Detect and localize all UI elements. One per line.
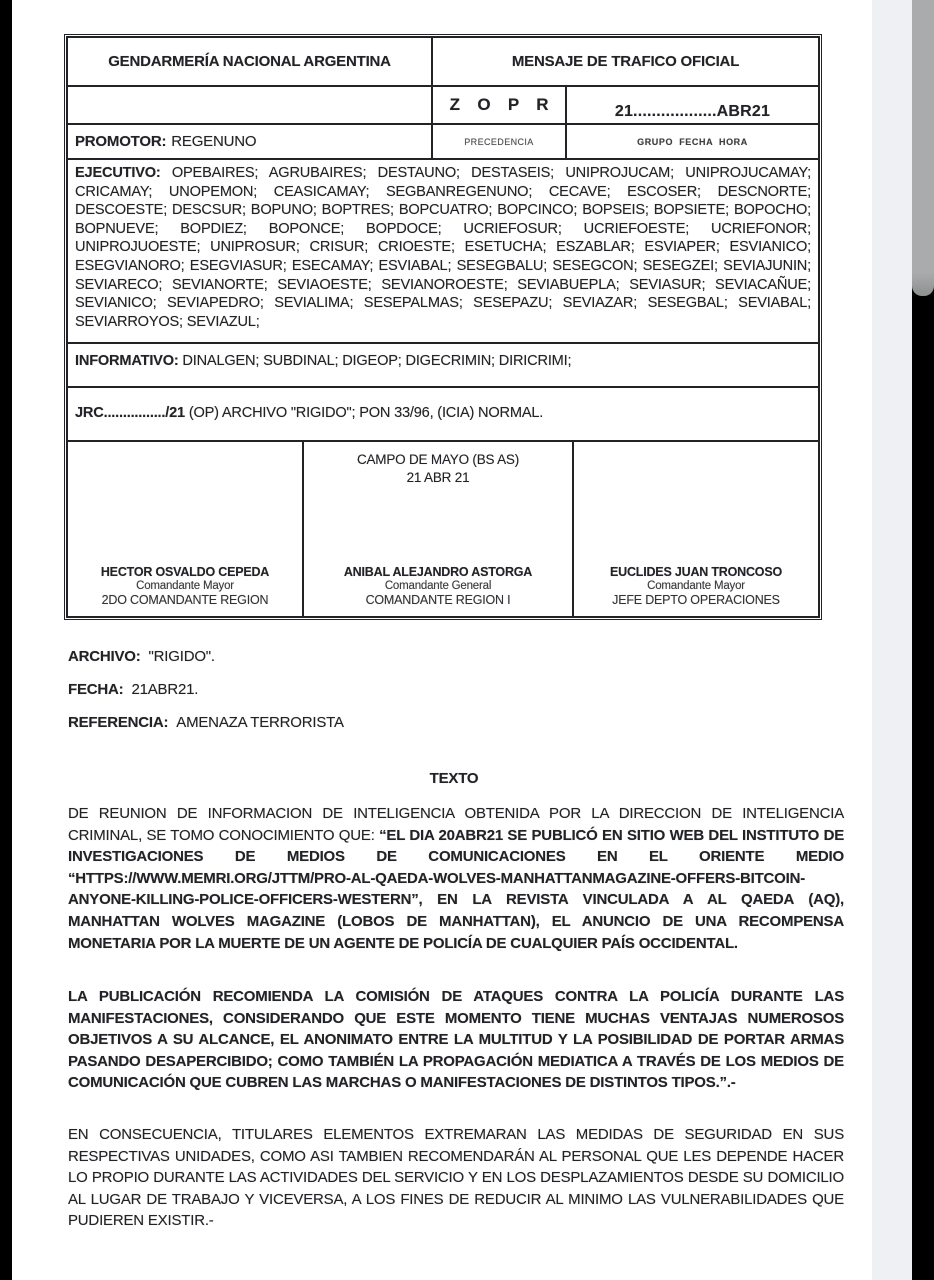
archivo-label: ARCHIVO: — [68, 648, 141, 665]
date: 21 ABR 21 — [406, 470, 470, 485]
document-type: MENSAJE DE TRAFICO OFICIAL — [431, 38, 818, 85]
informativo-row — [68, 342, 818, 386]
place: CAMPO DE MAYO (BS AS) — [356, 452, 520, 467]
referencia-value: AMENAZA TERRORISTA — [176, 714, 344, 731]
fecha-label: FECHA: — [68, 681, 124, 698]
signature-block-left — [68, 442, 302, 616]
official-message-table — [66, 36, 820, 618]
organization-name: GENDARMERÍA NACIONAL ARGENTINA — [108, 53, 391, 70]
signer-rank: Comandante General — [384, 580, 492, 592]
signature-block-right — [572, 442, 818, 616]
promotor-row — [68, 123, 818, 158]
signer-title: JEFE DEPTO OPERACIONES — [612, 593, 780, 607]
fecha-value: 21ABR21. — [131, 681, 199, 698]
signer-title: COMANDANTE REGION I — [365, 593, 511, 607]
archivo-value: "RIGIDO". — [148, 648, 215, 665]
jrc-details: (OP) ARCHIVO "RIGIDO"; PON 33/96, (ICIA) NORMAL. — [188, 405, 544, 421]
scrollbar-thumb[interactable] — [912, 0, 934, 296]
signature-block-center — [302, 442, 572, 616]
signer-center — [304, 565, 572, 607]
jrc-row — [68, 386, 818, 440]
jrc-reference: JRC................/21 — [75, 405, 185, 421]
ejecutivo-row — [68, 158, 818, 342]
paragraph-1 — [68, 803, 844, 954]
jrc-cell — [68, 388, 818, 440]
informativo-addressees: DINALGEN; SUBDINAL; DIGEOP; DIGECRIMIN; DIRICRIMI; — [182, 353, 572, 369]
referencia-label: REFERENCIA: — [68, 714, 169, 731]
promotor-value: REGENUNO — [171, 133, 257, 150]
empty-cell — [68, 87, 431, 123]
paragraph-2: LA PUBLICACIÓN RECOMIENDA LA COMISIÓN DE ATAQUES CONTRA LA POLICÍA DURANTE LAS MANIFESTACIONES, CONSIDERANDO QUE ESTE MOMENTO TIENE MUCHAS VENTAJAS NUMEROSOS OBJETIVOS A SU ALCANCE, EL ANONIMATO ENTRE LA MULTITUD Y LA POSIBILIDAD DE PORTAR ARMAS PASANDO DESAPERCIBIDO; COMO TAMBIÉN LA PROPAGACIÓN MEDIATICA A TRAVÉS DE LOS MEDIOS DE COMUNICACIÓN QUE CUBREN LAS MARCHAS O MANIFESTACIONES DE DISTINTOS TIPOS.”.- — [68, 988, 844, 1092]
table-header-row — [68, 38, 818, 85]
paragraph-3: EN CONSECUENCIA, TITULARES ELEMENTOS EXTREMARAN LAS MEDIDAS DE SEGURIDAD EN SUS RESPECTIVAS UNIDADES, COMO ASI TAMBIEN RECOMENDARÁN AL PERSONAL QUE LES DEPENDE HACER LO PROPIO DURANTE LAS ACTIVIDADES DEL SERVICIO Y EN LOS DESPLAZAMIENTOS DESDE SU DOMICILIO AL LUGAR DE TRABAJO Y VICEVERSA, A LOS FINES DE REDUCIR AL MINIMO LAS VULNERABILIDADES QUE PUDIEREN EXISTIR.- — [68, 1126, 844, 1230]
signatures-row — [68, 440, 818, 616]
ejecutivo-addressees: OPEBAIRES; AGRUBAIRES; DESTAUNO; DESTASEIS; UNIPROJUCAM; UNIPROJUCAMAY; CRICAMAY; UNOPEMON; CEASICAMAY; SEGBANREGENUNO; CECAVE; ESCOSER; DESCNORTE; DESCOESTE; DESCSUR; BOPUNO; BOPTRES; BOPCUATRO; BOPCINCO; BOPSEIS; BOPSIETE; BOPOCHO; BOPNUEVE; BOPDIEZ; BOPONCE; BOPDOCE; UCRIEFOSUR; UCRIEFOESTE; UCRIEFONOR; UNIPROJUOESTE; UNIPROSUR; CRISUR; CRIOESTE; ESETUCHA; ESZABLAR; ESVIAPER; ESVIANICO; ESEGVIANORO; ESEGVIASUR; ESECAMAY; ESVIABAL; SESEGBALU; SESEGCON; SESEGZEI; SEVIAJUNIN; SEVIARECO; SEVIANORTE; SEVIAOESTE; SEVIANOROESTE; SEVIABUEPLA; SEVIASUR; SEVIACAÑUE; SEVIANICO; SEVIAPEDRO; SEVIALIMA; SESEPALMAS; SESEPAZU; SEVIAZAR; SESEGBAL; SEVIABAL; SEVIARROYOS; SEVIAZUL; — [75, 165, 811, 330]
paragraph-1-bold: “EL DIA 20ABR21 SE PUBLICÓ EN SITIO WEB DEL INSTITUTO DE INVESTIGACIONES DE MEDIOS DE COMUNICACIONES EN EL ORIENTE MEDIO “HTTPS://WWW.MEMRI.ORG/JTTM/PRO-AL-QAEDA-WOLVES-MANHATTANMAGAZINE-OFFERS-BITCOIN-ANYONE-KILLING-POLICE-OFFICERS-WESTERN”, EN LA REVISTA VINCULADA A AL QAEDA (AQ), MANHATTAN WOLVES MAGAZINE (LOBOS DE MANHATTAN), EL ANUNCIO DE UNA RECOMPENSA MONETARIA POR LA MUERTE DE UN AGENTE DE POLICÍA DE CUALQUIER PAÍS OCCIDENTAL. — [68, 826, 845, 952]
promotor-cell — [68, 125, 431, 158]
precedence-value-row — [68, 85, 818, 123]
group-datetime-value: 21..................ABR21 — [565, 87, 818, 123]
informativo-label: INFORMATIVO: — [75, 353, 179, 369]
promotor-label: PROMOTOR: — [75, 133, 167, 150]
signer-title: 2DO COMANDANTE REGION — [101, 593, 269, 607]
document-page — [12, 0, 872, 1280]
ejecutivo-label: EJECUTIVO: — [75, 165, 161, 181]
referencia-line — [68, 714, 344, 732]
fecha-line — [68, 681, 344, 699]
place-date — [304, 442, 572, 487]
grupo-fecha-hora-label: GRUPO FECHA HORA — [565, 125, 818, 158]
signer-rank: Comandante Mayor — [136, 580, 234, 592]
viewer-gutter — [872, 0, 912, 1280]
signer-name: HECTOR OSVALDO CEPEDA — [100, 565, 270, 579]
paragraph-1-regular: DE REUNION DE INFORMACION DE INTELIGENCIA OBTENIDA POR LA DIRECCION DE INTELIGENCIA CRIMINAL, SE TOMO CONOCIMIENTO QUE: — [68, 805, 844, 844]
signer-name: ANIBAL ALEJANDRO ASTORGA — [343, 565, 533, 579]
precedence-code: Z O P R — [431, 87, 565, 123]
ejecutivo-cell — [68, 160, 818, 342]
document-meta — [68, 648, 344, 747]
texto-heading: TEXTO — [429, 770, 479, 787]
precedencia-label: PRECEDENCIA — [431, 125, 565, 158]
signer-name: EUCLIDES JUAN TRONCOSO — [609, 565, 782, 579]
signer-rank: Comandante Mayor — [647, 580, 745, 592]
archivo-line — [68, 648, 344, 666]
informativo-cell — [68, 344, 818, 386]
